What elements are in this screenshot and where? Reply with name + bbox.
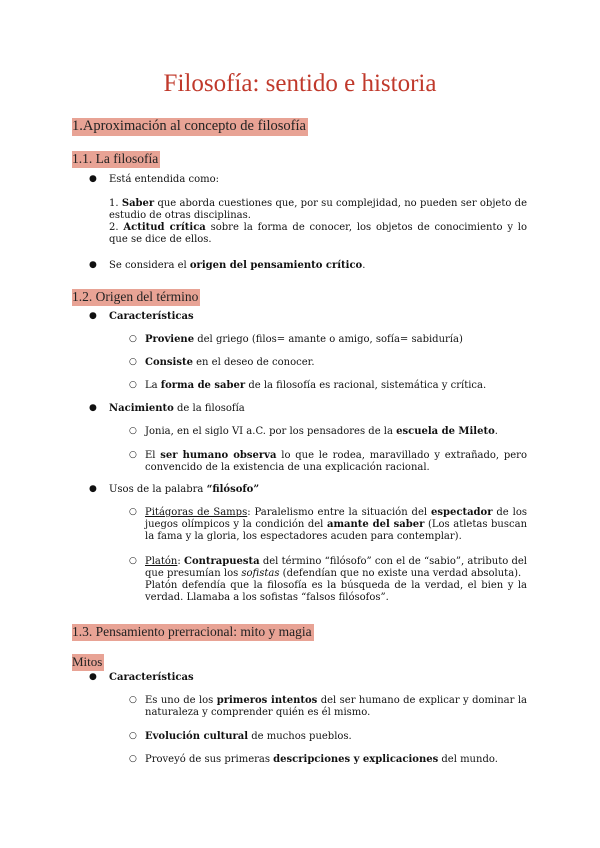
circle-bullet-icon: ○ [129,357,137,367]
list-item: Platón: Contrapuesta del término “filósofo” con el de “sabio”, atributo del que presumían los sofistas (defendían que no existe una verdad absoluta). [145,556,527,579]
circle-bullet-icon: ○ [129,754,137,764]
circle-bullet-icon: ○ [129,556,137,566]
bullet-icon: ● [89,174,97,184]
list-item: Se considera el origen del pensamiento crítico. [109,260,366,271]
circle-bullet-icon: ○ [129,507,137,517]
list-item: Es uno de los primeros intentos del ser humano de explicar y dominar la naturaleza y comprender quién es él mismo. [145,695,527,718]
bullet-icon: ● [89,403,97,413]
page-title: Filosofía: sentido e historia [163,70,437,97]
section-heading-1-3: 1.3. Pensamiento prerracional: mito y magia [72,624,312,639]
paragraph-platon: Platón defendía que la filosofía es la búsqueda de la verdad, el bien y la verdad. Llamaba a los sofistas “falsos filósofos”. [145,580,527,603]
list-item: Características [109,311,194,322]
list-item: Proviene del griego (filos= amante o amigo, sofía= sabiduría) [145,334,463,345]
circle-bullet-icon: ○ [129,731,137,741]
circle-bullet-icon: ○ [129,450,137,460]
subsection-heading-mitos: Mitos [72,654,103,669]
bullet-icon: ● [89,672,97,682]
bullet-icon: ● [89,311,97,321]
list-item: Consiste en el deseo de conocer. [145,357,315,368]
circle-bullet-icon: ○ [129,380,137,390]
circle-bullet-icon: ○ [129,334,137,344]
list-item: Características [109,672,194,683]
circle-bullet-icon: ○ [129,695,137,705]
paragraph-actitud-critica: 2. Actitud crítica sobre la forma de conocer, los objetos de conocimiento y lo que se dice de ellos. [109,222,528,245]
section-heading-1-1: 1.1. La filosofía [72,151,159,166]
list-item: El ser humano observa lo que le rodea, maravillado y extrañado, pero convencido de la existencia de una explicación racional. [145,450,527,473]
list-item: Jonia, en el siglo VI a.C. por los pensadores de la escuela de Mileto. [145,426,498,437]
section-heading-1-2: 1.2. Origen del término [72,289,199,304]
list-item: Pitágoras de Samps: Paralelismo entre la situación del espectador de los juegos olímpicos y la condición del amante del saber (Los atletas buscan la fama y la gloria, los espectadores acuden para contemplar). [145,507,528,542]
list-item: Nacimiento de la filosofía [109,403,245,414]
list-item: Proveyó de sus primeras descripciones y explicaciones del mundo. [145,754,498,765]
circle-bullet-icon: ○ [129,426,137,436]
section-heading-1: 1.Aproximación al concepto de filosofía [72,118,306,134]
list-item: Evolución cultural de muchos pueblos. [145,731,352,742]
paragraph-saber: 1. Saber que aborda cuestiones que, por su complejidad, no pueden ser objeto de estudio de otras disciplinas. [109,198,527,221]
list-item: La forma de saber de la filosofía es racional, sistemática y crítica. [145,380,487,391]
bullet-icon: ● [89,484,97,494]
list-item: Usos de la palabra “filósofo” [109,484,260,495]
bullet-icon: ● [89,260,97,270]
list-item: Está entendida como: [109,174,219,185]
